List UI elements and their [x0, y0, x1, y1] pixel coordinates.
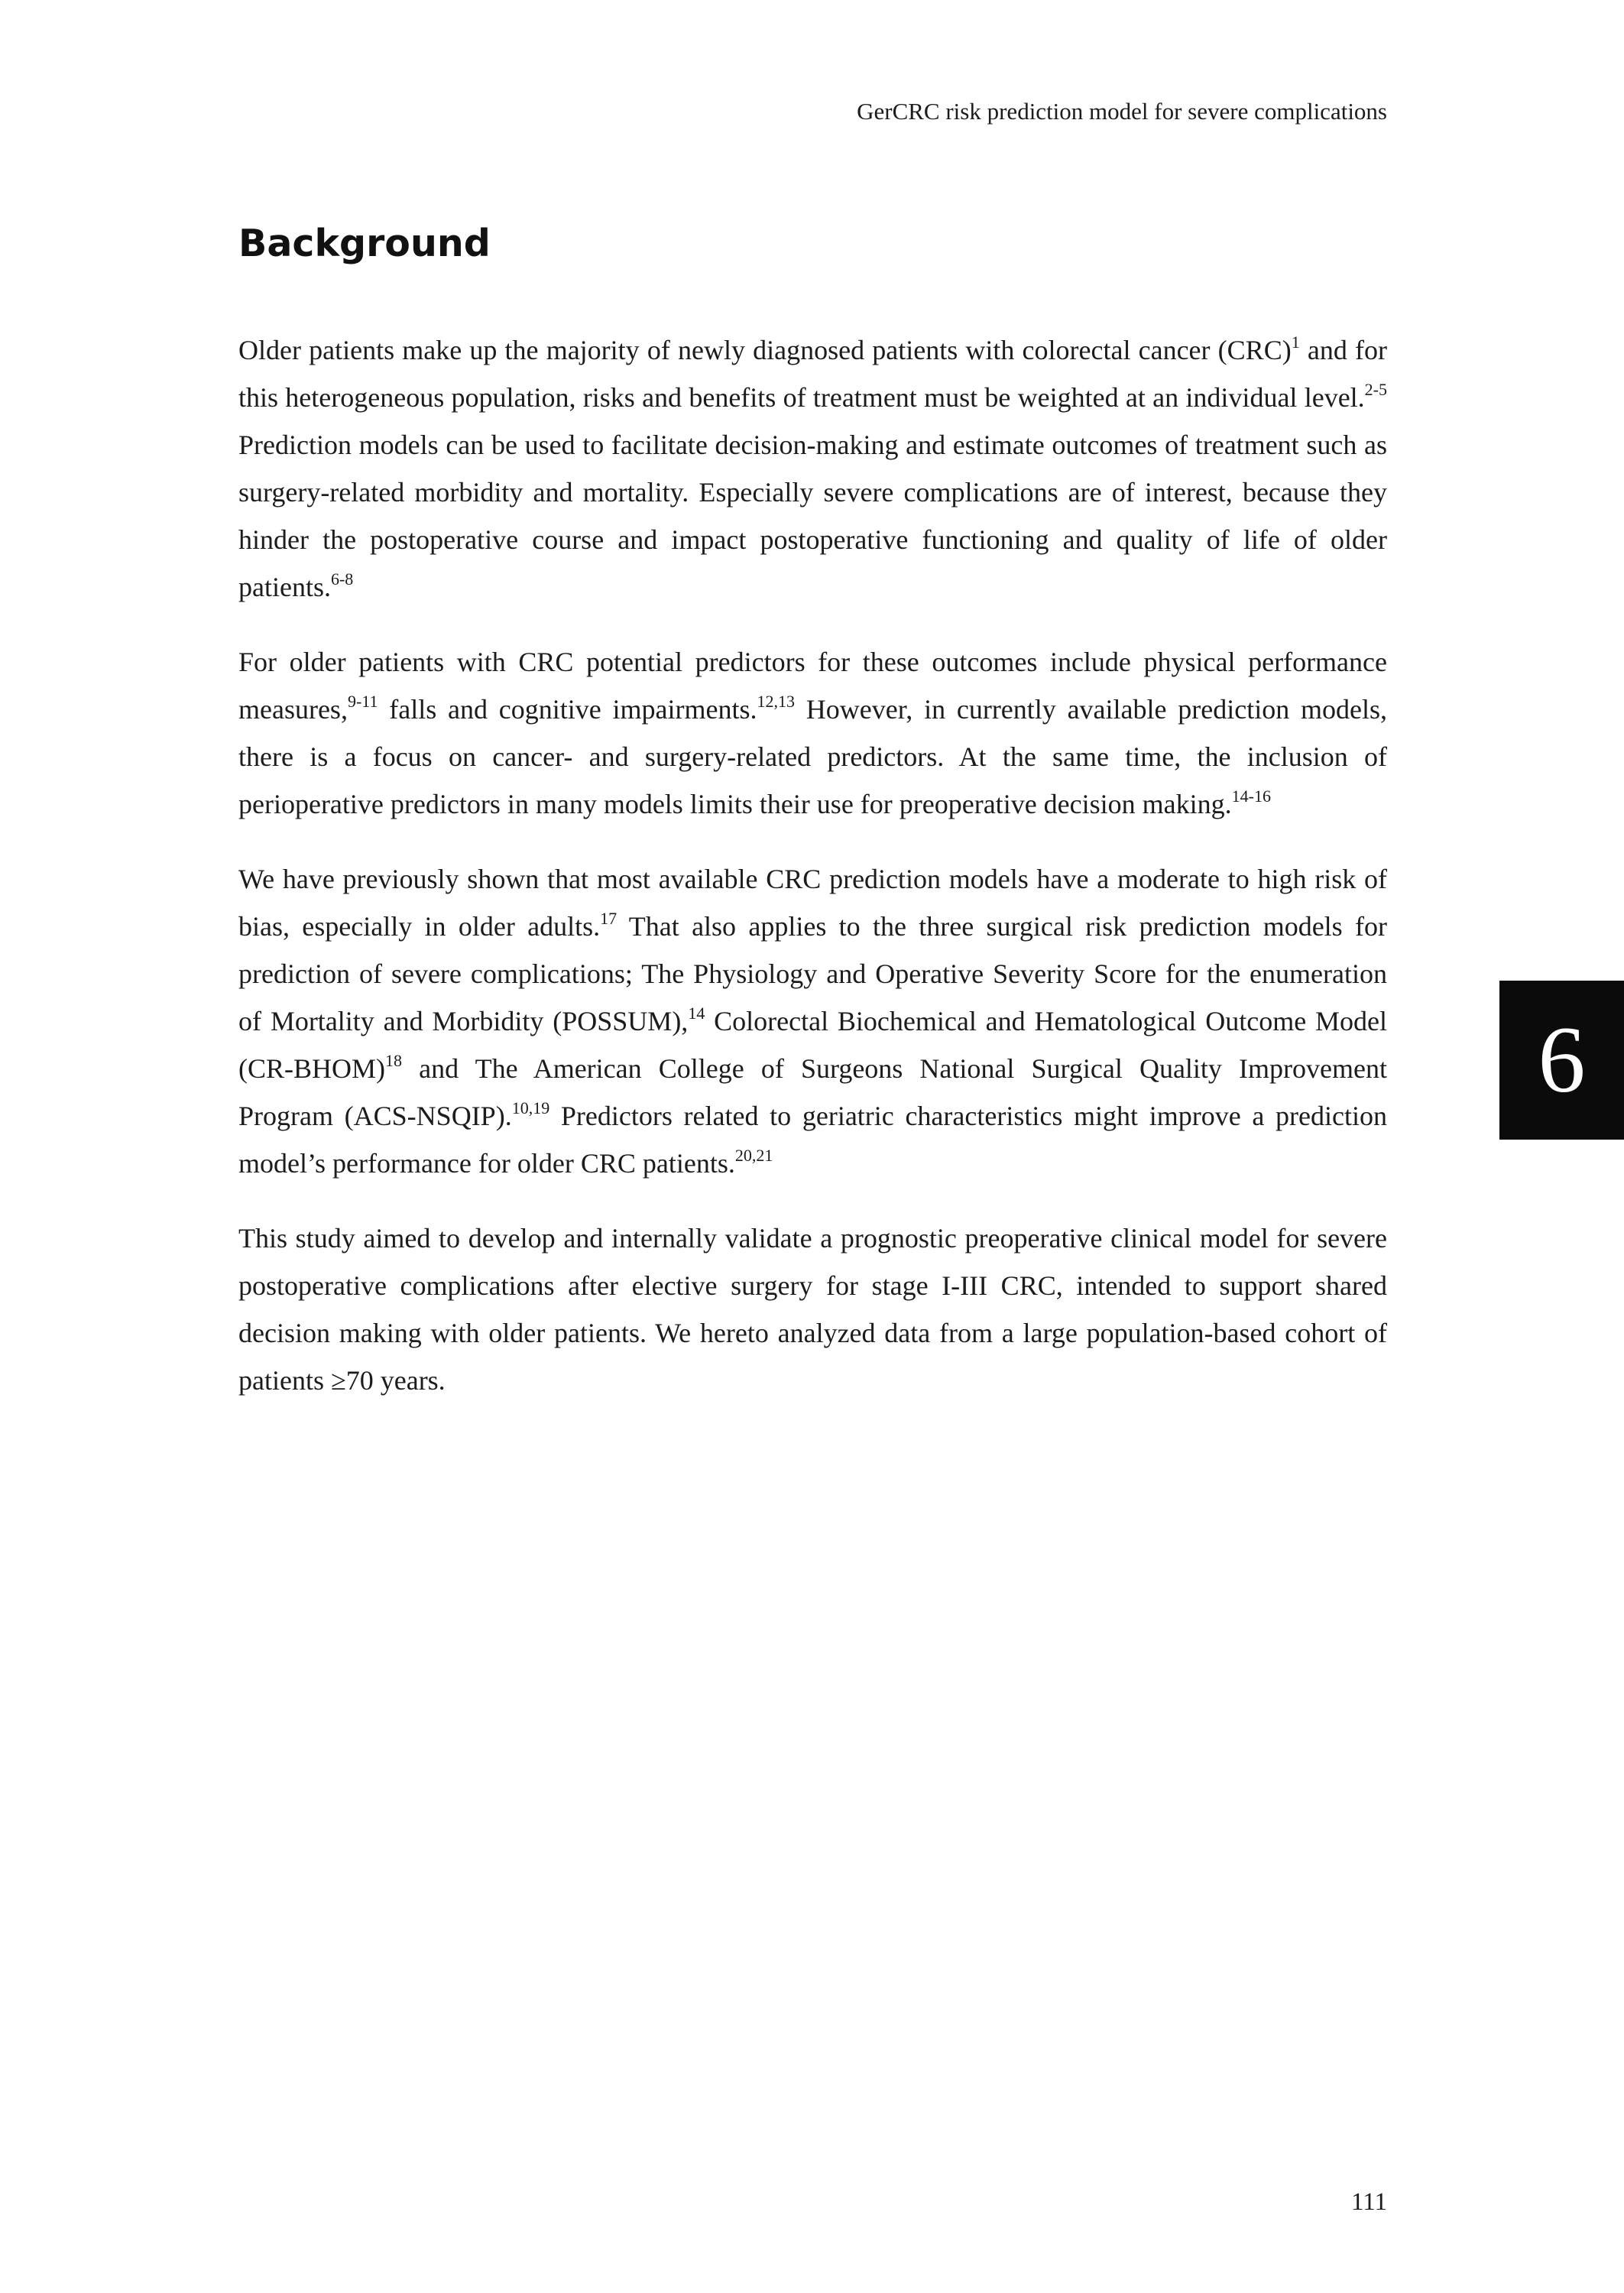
paragraph-2: For older patients with CRC potential predictors for these outcomes include physical performance measures,$^{9-11}$ falls and cognitive impairments.$^{12,13}$ However, in currently available prediction models, there is a focus on cancer- and surgery-related predictors. At the same time, the inclusion of perioperative predictors in many models limits their use for preoperative decision making.$^{14-16}$ [238, 647, 1387, 819]
running-head: GerCRC risk prediction model for severe complications [857, 98, 1387, 125]
page-number: 111 [1350, 2188, 1387, 2216]
text-column [238, 222, 1387, 1432]
chapter-tab [1499, 981, 1624, 1140]
paragraph-3: We have previously shown that most available CRC prediction models have a moderate to high risk of bias, especially in older adults.$^{17}$ That also applies to the three surgical risk prediction models for prediction of severe complications; The Physiology and Operative Severity Score for the enumeration of Mortality and Morbidity (POSSUM),$^{14}$ Colorectal Biochemical and Hematological Outcome Model (CR-BHOM)$^{18}$ and The American College of Surgeons National Surgical Quality Improvement Program (ACS-NSQIP).$^{10,19}$ Predictors related to geriatric characteristics might improve a prediction model’s performance for older CRC patients.$^{20,21}$ [238, 864, 1387, 1179]
paragraph-4: This study aimed to develop and internally validate a prognostic preoperative clinical model for severe postoperative complications after elective surgery for stage I-III CRC, intended to support shared decision making with older patients. We hereto analyzed data from a large population-based cohort of patients ≥70 years. [238, 1223, 1387, 1396]
chapter-number: 6 [1538, 1007, 1586, 1112]
section-heading: Background [238, 222, 491, 265]
paragraph-1: Older patients make up the majority of newly diagnosed patients with colorectal cancer (CRC)$^1$ and for this heterogeneous population, risks and benefits of treatment must be weighted at an individual level.$^{2-5}$ Prediction models can be used to facilitate decision-making and estimate outcomes of treatment such as surgery-related morbidity and mortality. Especially severe complications are of interest, because they hinder the postoperative course and impact postoperative functioning and quality of life of older patients.$^{6-8}$ [238, 332, 1387, 602]
